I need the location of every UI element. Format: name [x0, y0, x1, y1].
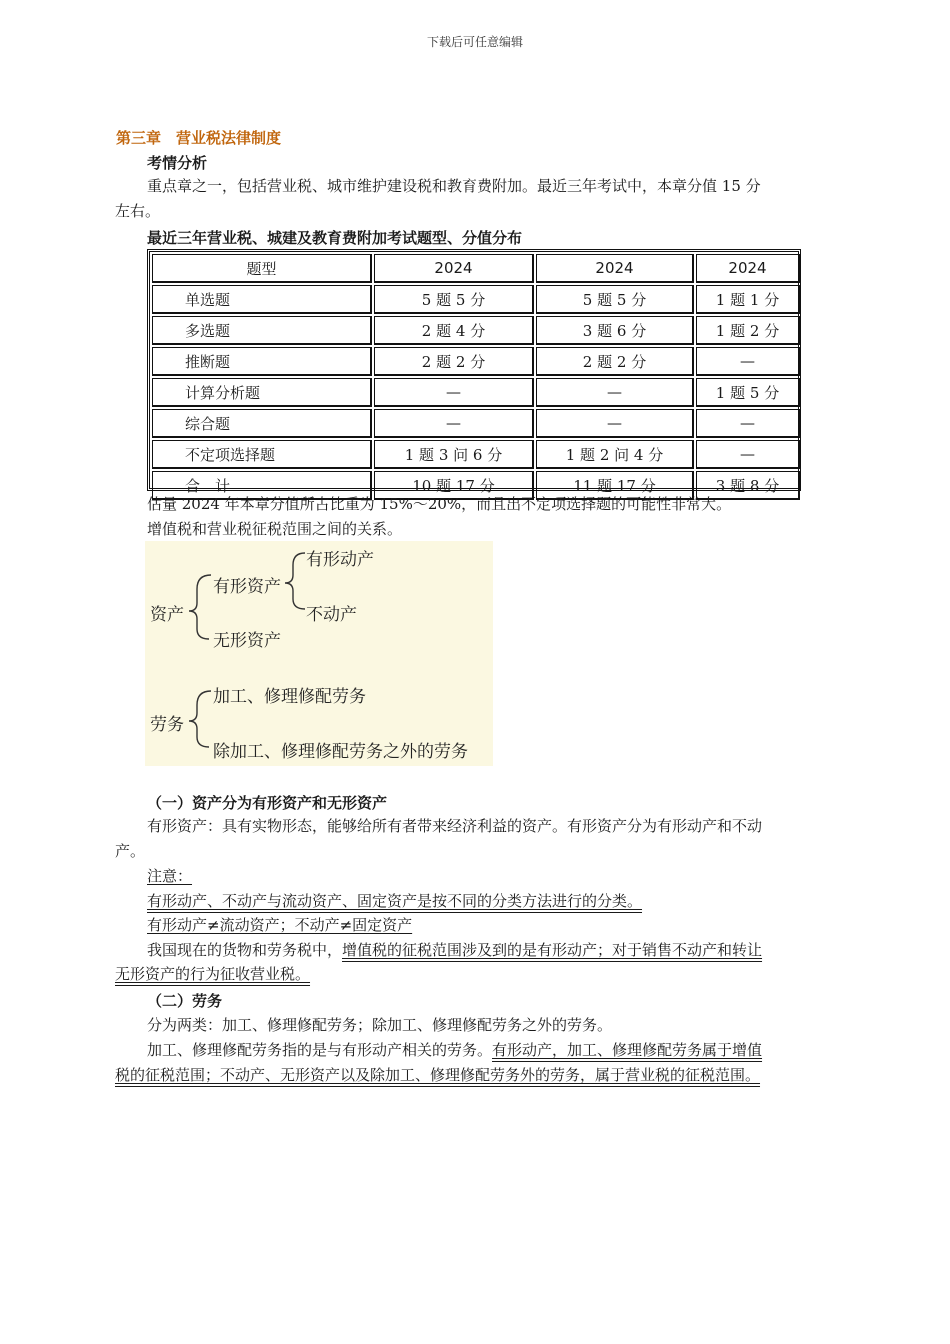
- table-caption: 最近三年营业税、城建及教育费附加考试题型、分值分布: [147, 229, 523, 247]
- table-cell: 10 题 17 分: [374, 471, 534, 500]
- col-header-year: 2024: [374, 254, 534, 283]
- table-cell: —: [374, 378, 534, 407]
- row-label: 综合题: [152, 409, 372, 438]
- table-cell: 2 题 2 分: [374, 347, 534, 376]
- section2-plain: 加工、修理修配劳务指的是与有形动产相关的劳务。: [147, 1041, 493, 1059]
- brace-lines: [145, 541, 493, 766]
- diagram-asset: 资产: [150, 605, 184, 625]
- diagram-immovable: 不动产: [306, 605, 357, 625]
- row-label: 多选题: [152, 316, 372, 345]
- table-cell: 5 题 5 分: [374, 285, 534, 314]
- table-cell: —: [696, 440, 800, 469]
- table-row: [152, 347, 800, 376]
- estimate-text: 估量 2024 年本章分值所占比重为 15%～20%，而且出不定项选择题的可能性非常大。: [147, 495, 732, 513]
- scope-relation-diagram: [145, 541, 493, 766]
- table-cell: 1 题 2 分: [696, 316, 800, 345]
- section1-heading: （一）资产分为有形资产和无形资产: [147, 794, 388, 812]
- row-label: 单选题: [152, 285, 372, 314]
- table-cell: 11 题 17 分: [536, 471, 694, 500]
- analysis-para-line2: 左右。: [115, 202, 161, 220]
- table-row: [152, 409, 800, 438]
- section1-para-line1: 有形资产：具有实物形态，能够给所有者带来经济利益的资产。有形资产分为有形动产和不动: [147, 817, 763, 835]
- page-header: 下载后可任意编辑: [426, 35, 523, 49]
- table-cell: 1 题 1 分: [696, 285, 800, 314]
- table-cell: —: [536, 409, 694, 438]
- table-cell: 3 题 6 分: [536, 316, 694, 345]
- table-cell: 1 题 2 问 4 分: [536, 440, 694, 469]
- section2-underlined: 有形动产，加工、修理修配劳务属于增值: [492, 1041, 763, 1059]
- section2-para3: 税的征税范围；不动产、无形资产以及除加工、修理修配劳务外的劳务，属于营业税的征税范围。: [115, 1066, 761, 1084]
- table-cell: 5 题 5 分: [536, 285, 694, 314]
- table-row: [152, 285, 800, 314]
- note-label: 注意：: [147, 867, 193, 885]
- diagram-other-service: 除加工、修理修配劳务之外的劳务: [213, 742, 468, 762]
- table-cell: —: [374, 409, 534, 438]
- tax-scope-line1: [147, 938, 762, 963]
- table-cell: 2 题 2 分: [536, 347, 694, 376]
- col-header-year: 2024: [536, 254, 694, 283]
- row-label: 推断题: [152, 347, 372, 376]
- table-row: [152, 440, 800, 469]
- row-label: 不定项选择题: [152, 440, 372, 469]
- table-cell: —: [696, 409, 800, 438]
- col-header-year: 2024: [696, 254, 800, 283]
- section2-para1: 分为两类：加工、修理修配劳务；除加工、修理修配劳务之外的劳务。: [147, 1016, 613, 1034]
- table-row: [152, 378, 800, 407]
- diagram-tangible-movable: 有形动产: [306, 550, 374, 570]
- tax-scope-line2: 无形资产的行为征收营业税。: [115, 965, 311, 983]
- row-label: 计算分析题: [152, 378, 372, 407]
- table-cell: 1 题 5 分: [696, 378, 800, 407]
- table-row: [152, 316, 800, 345]
- section2-para2: [147, 1038, 762, 1063]
- col-header-type: 题型: [152, 254, 372, 283]
- note-line1: 有形动产、不动产与流动资产、固定资产是按不同的分类方法进行的分类。: [147, 892, 643, 910]
- section2-heading: （二）劳务: [147, 992, 223, 1010]
- tax-scope-underlined: 增值税的征税范围涉及到的是有形动产；对于销售不动产和转让: [342, 941, 763, 959]
- table-cell: —: [696, 347, 800, 376]
- diagram-processing-service: 加工、修理修配劳务: [213, 687, 366, 707]
- note-line2: 有形动产≠流动资产；不动产≠固定资产: [147, 916, 413, 934]
- table-cell: 3 题 8 分: [696, 471, 800, 500]
- score-distribution-table: [147, 249, 801, 495]
- diagram-tangible-asset: 有形资产: [213, 577, 281, 597]
- table-header-row: [152, 254, 800, 283]
- analysis-heading: 考情分析: [147, 154, 208, 172]
- diagram-intangible-asset: 无形资产: [213, 631, 281, 651]
- diagram-service: 劳务: [150, 715, 184, 735]
- table-cell: —: [536, 378, 694, 407]
- section1-para-line2: 产。: [115, 842, 146, 860]
- table-cell: 2 题 4 分: [374, 316, 534, 345]
- chapter-title: 第三章 营业税法律制度: [116, 129, 282, 147]
- table-cell: 1 题 3 问 6 分: [374, 440, 534, 469]
- row-label: 合 计: [152, 471, 372, 500]
- relation-intro: 增值税和营业税征税范围之间的关系。: [147, 520, 403, 538]
- analysis-para-line1: 重点章之一，包括营业税、城市维护建设税和教育费附加。最近三年考试中，本章分值 15 分: [147, 177, 761, 195]
- tax-scope-plain: 我国现在的货物和劳务税中，: [147, 941, 343, 959]
